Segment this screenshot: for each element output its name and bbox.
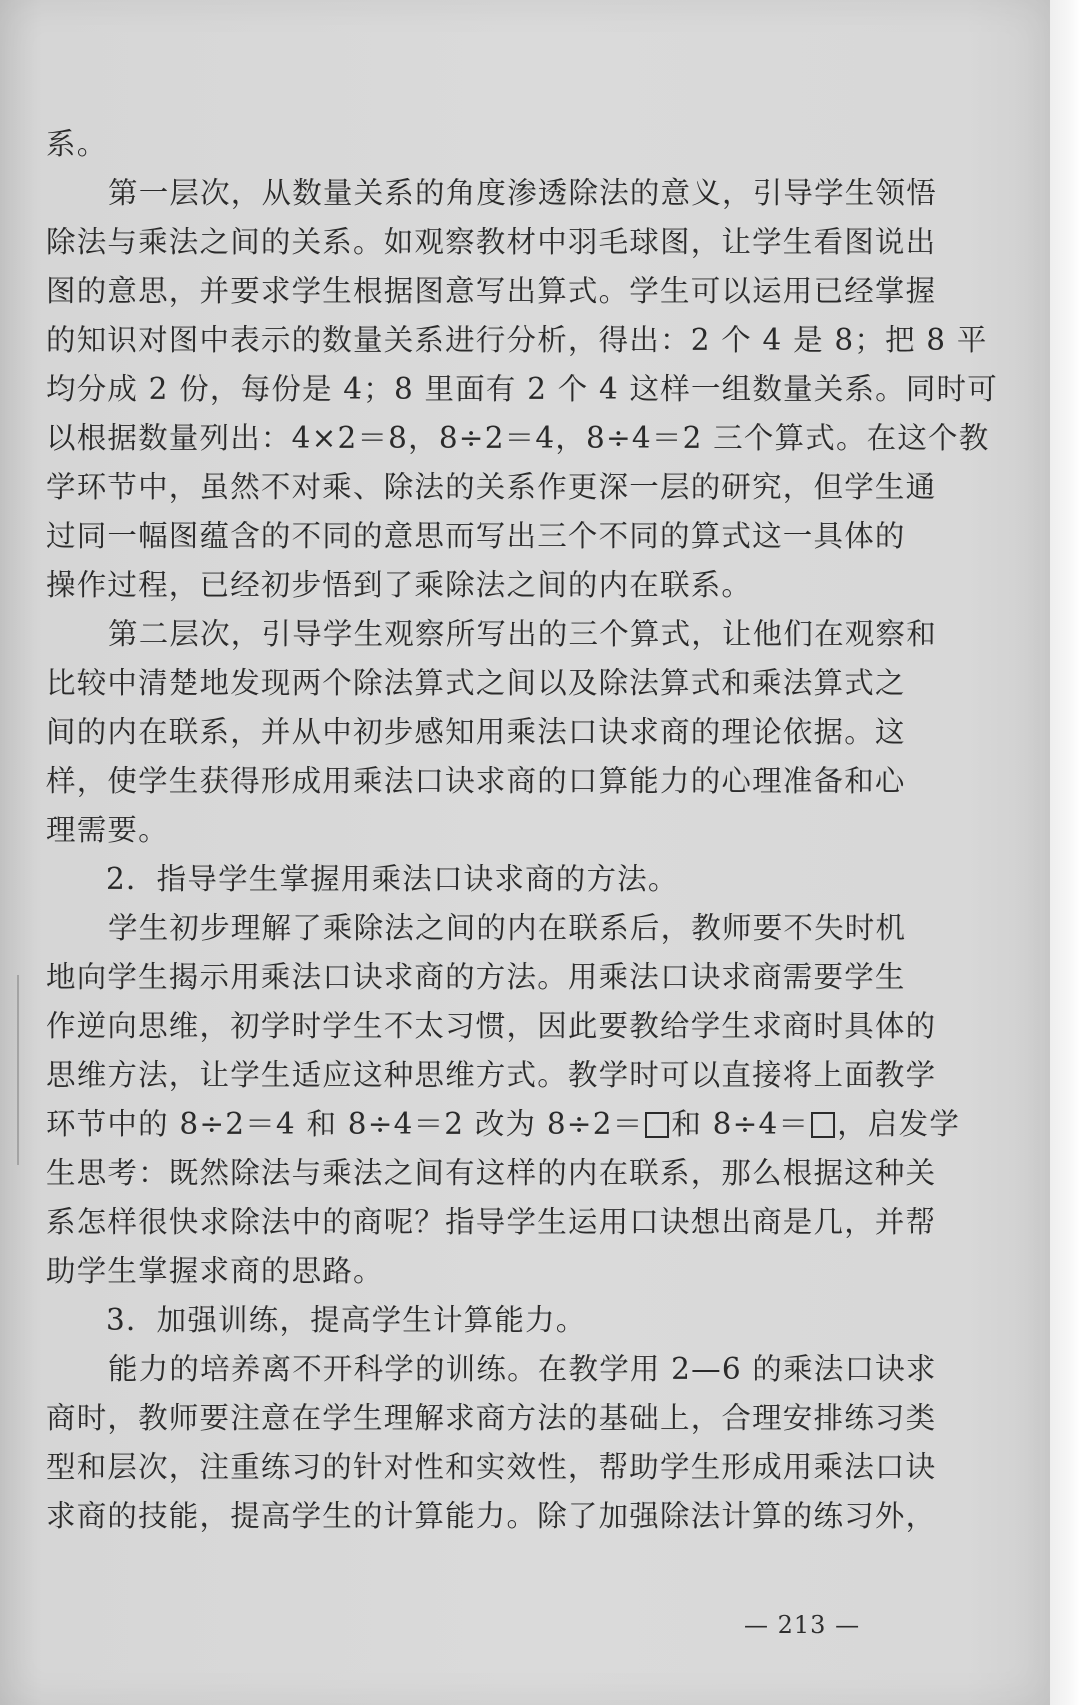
paragraph-line: 系。 — [46, 127, 108, 161]
section-heading: 3．加强训练，提高学生计算能力。 — [106, 1303, 587, 1337]
paragraph-line: 均分成 2 份，每份是 4；8 里面有 2 个 4 这样一组数量关系。同时可 — [46, 372, 998, 406]
paragraph-line: 第二层次，引导学生观察所写出的三个算式，让他们在观察和 — [108, 617, 937, 651]
paragraph-line: 地向学生揭示用乘法口诀求商的方法。用乘法口诀求商需要学生 — [46, 960, 906, 994]
paragraph-line: 样，使学生获得形成用乘法口诀求商的口算能力的心理准备和心 — [46, 764, 906, 798]
paragraph-line: 商时，教师要注意在学生理解求商方法的基础上，合理安排练习类 — [46, 1401, 937, 1435]
margin-mark — [17, 975, 19, 1165]
paragraph-line: 求商的技能，提高学生的计算能力。除了加强除法计算的练习外， — [46, 1499, 937, 1533]
paragraph-line — [46, 1100, 976, 1149]
text-segment: 环节中的 8÷2＝4 和 8÷4＝2 改为 8÷2＝ — [46, 1107, 644, 1141]
paragraph-line: 学生初步理解了乘除法之间的内在联系后，教师要不失时机 — [108, 911, 907, 945]
paragraph-line: 能力的培养离不开科学的训练。在教学用 2—6 的乘法口诀求 — [108, 1352, 937, 1386]
paragraph-line: 型和层次，注重练习的针对性和实效性，帮助学生形成用乘法口诀 — [46, 1450, 937, 1484]
paragraph-line: 作逆向思维，初学时学生不太习惯，因此要教给学生求商时具体的 — [46, 1009, 937, 1043]
paragraph-line: 系怎样很快求除法中的商呢？指导学生运用口诀想出商是几，并帮 — [46, 1205, 937, 1239]
page-number: — 213 — — [744, 1611, 861, 1639]
paragraph-line: 除法与乘法之间的关系。如观察教材中羽毛球图，让学生看图说出 — [46, 225, 937, 259]
paragraph-line: 理需要。 — [46, 813, 169, 847]
body-text — [46, 120, 998, 1541]
paragraph-line: 操作过程，已经初步悟到了乘除法之间的内在联系。 — [46, 568, 753, 602]
paragraph-line: 比较中清楚地发现两个除法算式之间以及除法算式和乘法算式之 — [46, 666, 906, 700]
paragraph-line: 以根据数量列出：4×2＝8，8÷2＝4，8÷4＝2 三个算式。在这个教 — [46, 421, 990, 455]
paragraph-line: 学环节中，虽然不对乘、除法的关系作更深一层的研究，但学生通 — [46, 470, 937, 504]
blank-box — [645, 1112, 669, 1138]
paragraph-line: 的知识对图中表示的数量关系进行分析，得出：2 个 4 是 8；把 8 平 — [46, 323, 988, 357]
paragraph-line: 思维方法，让学生适应这种思维方式。教学时可以直接将上面教学 — [46, 1058, 937, 1092]
paragraph-line: 第一层次，从数量关系的角度渗透除法的意义，引导学生领悟 — [108, 176, 937, 210]
section-heading: 2．指导学生掌握用乘法口诀求商的方法。 — [106, 862, 679, 896]
paragraph-line: 助学生掌握求商的思路。 — [46, 1254, 384, 1288]
paragraph-line: 间的内在联系，并从中初步感知用乘法口诀求商的理论依据。这 — [46, 715, 906, 749]
paragraph-line: 生思考：既然除法与乘法之间有这样的内在联系，那么根据这种关 — [46, 1156, 937, 1190]
paragraph-line: 图的意思，并要求学生根据图意写出算式。学生可以运用已经掌握 — [46, 274, 937, 308]
paragraph-line: 过同一幅图蕴含的不同的意思而写出三个不同的算式这一具体的 — [46, 519, 906, 553]
blank-box — [811, 1112, 835, 1138]
text-segment: ，启发学 — [837, 1107, 961, 1141]
page-edge — [1050, 0, 1080, 1705]
text-segment: 和 8÷4＝ — [671, 1107, 810, 1141]
